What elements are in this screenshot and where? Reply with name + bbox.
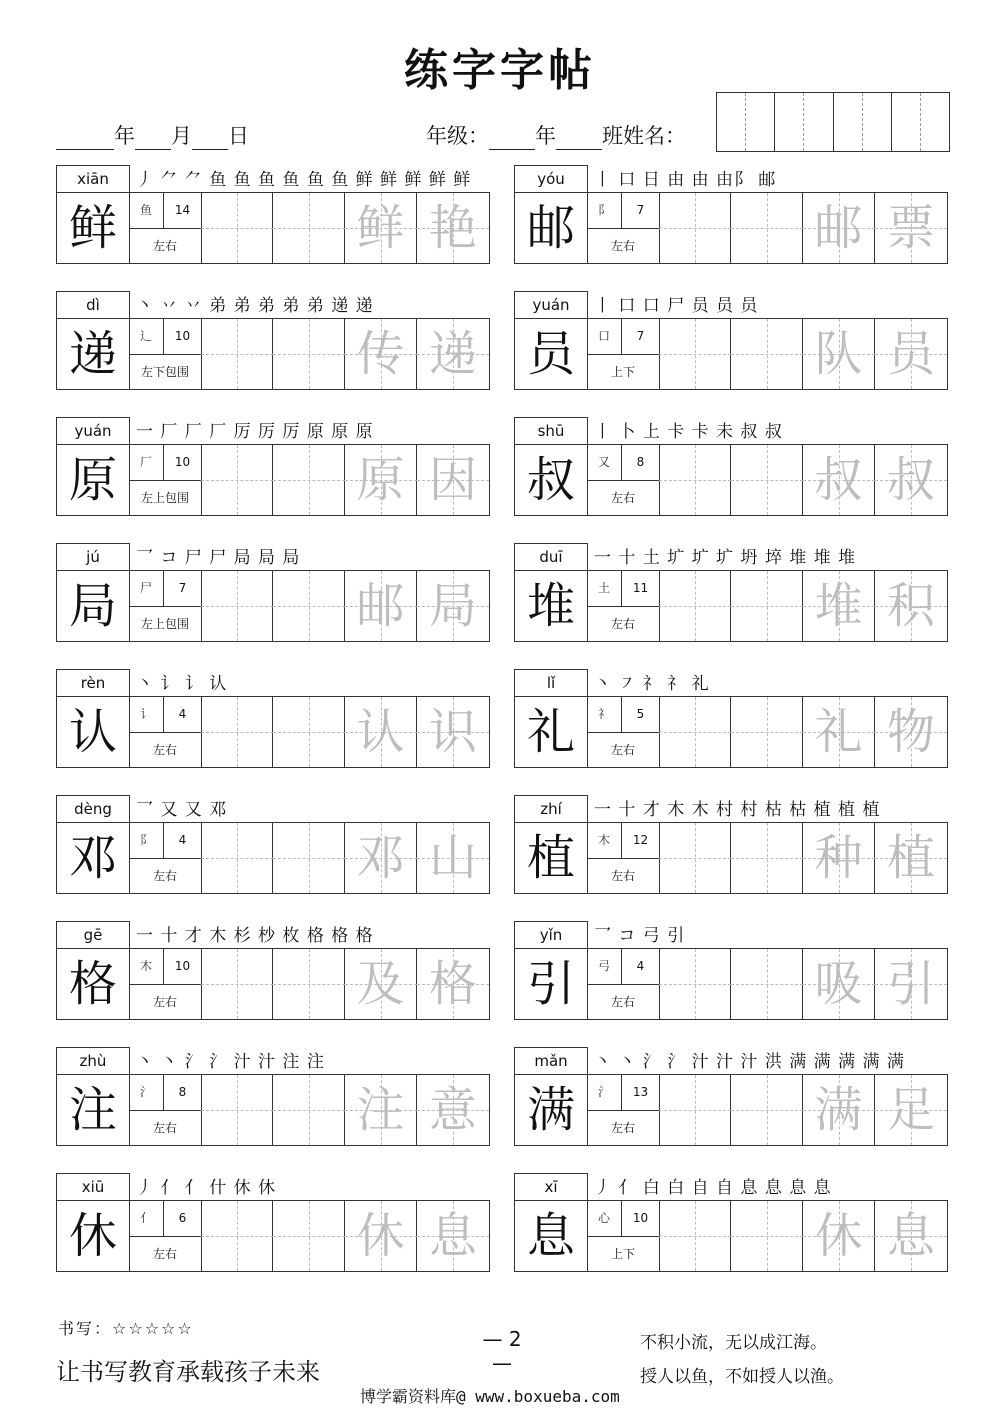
practice-cell[interactable] — [201, 319, 273, 389]
trace-character: 识 — [428, 704, 477, 760]
char-info — [587, 949, 660, 1019]
writing-row — [56, 1074, 490, 1146]
trace-character: 递 — [428, 326, 477, 382]
trace-character: 积 — [886, 578, 935, 634]
trace-cell[interactable] — [875, 697, 947, 767]
pinyin: zhù — [56, 1047, 130, 1075]
trace-character: 引 — [886, 956, 935, 1012]
pinyin: yuán — [56, 417, 130, 445]
practice-cell[interactable] — [273, 697, 345, 767]
writing-row — [514, 570, 948, 642]
structure: 左右 — [610, 995, 635, 1009]
day-label: 日 — [228, 124, 249, 148]
practice-cell[interactable] — [731, 823, 803, 893]
structure: 左右 — [610, 617, 635, 631]
trace-cell[interactable] — [345, 445, 417, 515]
structure: 左右 — [152, 743, 177, 757]
pinyin: yuán — [514, 291, 588, 319]
trace-cell[interactable] — [345, 697, 417, 767]
stroke-order: 丨 卜 上 卡 卡 未 叔 叔 — [594, 422, 783, 442]
pinyin: duī — [514, 543, 588, 571]
practice-cell[interactable] — [659, 949, 731, 1019]
trace-cell[interactable] — [875, 823, 947, 893]
char-card — [514, 669, 948, 772]
stroke-count: 10 — [164, 445, 201, 481]
model-character: 员 — [515, 319, 588, 389]
writing-row — [56, 444, 490, 516]
pinyin: dì — [56, 291, 130, 319]
stroke-order: 丿 亻 亻 什 休 休 — [136, 1178, 277, 1198]
writing-row — [56, 696, 490, 768]
char-card — [514, 543, 948, 646]
trace-cell[interactable] — [417, 1201, 489, 1271]
model-character: 满 — [515, 1075, 588, 1145]
writing-row — [56, 948, 490, 1020]
writing-row — [514, 444, 948, 516]
stroke-order: 丶 丷 丷 弟 弟 弟 弟 弟 递 递 — [136, 296, 374, 316]
model-character: 认 — [57, 697, 130, 767]
grade-label: 年级： — [426, 124, 489, 148]
trace-character: 意 — [428, 1082, 477, 1138]
model-character: 堆 — [515, 571, 588, 641]
structure: 左右 — [152, 1121, 177, 1135]
model-character: 息 — [515, 1201, 588, 1271]
model-character: 邓 — [57, 823, 130, 893]
model-character: 鲜 — [57, 193, 130, 263]
pinyin: yǐn — [514, 921, 588, 949]
structure: 左右 — [152, 239, 177, 253]
model-character: 局 — [57, 571, 130, 641]
pinyin: lǐ — [514, 669, 588, 697]
trace-cell[interactable] — [875, 193, 947, 263]
char-info — [587, 445, 660, 515]
practice-cell[interactable] — [201, 1075, 273, 1145]
trace-character: 艳 — [428, 200, 477, 256]
trace-character: 息 — [886, 1208, 935, 1264]
radical: 阝 — [587, 193, 622, 229]
writing-row — [514, 696, 948, 768]
writing-row — [56, 570, 490, 642]
radical: 土 — [587, 571, 622, 607]
practice-cell[interactable] — [273, 823, 345, 893]
structure: 左上包围 — [140, 617, 189, 631]
writing-row — [514, 948, 948, 1020]
char-info — [129, 571, 202, 641]
trace-character: 票 — [886, 200, 935, 256]
radical: 讠 — [129, 697, 164, 733]
date-line — [56, 120, 249, 150]
pinyin: yóu — [514, 165, 588, 193]
radical: 弓 — [587, 949, 622, 985]
stroke-order: 丨 口 口 尸 员 员 员 — [594, 296, 759, 316]
char-card — [514, 417, 948, 520]
structure: 左右 — [610, 239, 635, 253]
practice-cell[interactable] — [201, 445, 273, 515]
stroke-count: 8 — [164, 1075, 201, 1111]
practice-cell[interactable] — [659, 823, 731, 893]
pinyin: zhí — [514, 795, 588, 823]
trace-character: 员 — [886, 326, 935, 382]
trace-character: 邓 — [356, 830, 405, 886]
char-info — [129, 1201, 202, 1271]
practice-cell[interactable] — [659, 571, 731, 641]
grade-year-label: 年 — [535, 124, 556, 148]
stroke-count: 4 — [622, 949, 659, 985]
practice-cell[interactable] — [731, 949, 803, 1019]
char-info — [587, 697, 660, 767]
practice-cell[interactable] — [273, 193, 345, 263]
structure: 上下 — [610, 1247, 635, 1261]
year-field[interactable] — [56, 129, 114, 150]
pinyin: xī — [514, 1173, 588, 1201]
radical: 氵 — [587, 1075, 622, 1111]
trace-cell[interactable] — [875, 445, 947, 515]
writing-row — [514, 822, 948, 894]
trace-cell[interactable] — [803, 697, 875, 767]
practice-cell[interactable] — [201, 823, 273, 893]
model-character: 注 — [57, 1075, 130, 1145]
stroke-count: 13 — [622, 1075, 659, 1111]
trace-character: 物 — [886, 704, 935, 760]
writing-row — [514, 1074, 948, 1146]
trace-cell[interactable] — [345, 823, 417, 893]
practice-cell[interactable] — [201, 949, 273, 1019]
model-character: 格 — [57, 949, 130, 1019]
stroke-order: 一 十 土 圹 圹 圹 坍 埣 堆 堆 堆 — [594, 548, 857, 568]
stroke-count: 4 — [164, 697, 201, 733]
trace-cell[interactable] — [417, 697, 489, 767]
trace-character: 邮 — [814, 200, 863, 256]
practice-cell[interactable] — [201, 571, 273, 641]
char-info — [587, 319, 660, 389]
practice-cell[interactable] — [273, 1075, 345, 1145]
trace-cell[interactable] — [803, 571, 875, 641]
proverb-2: 授人以鱼，不如授人以渔。 — [640, 1367, 844, 1387]
practice-cell[interactable] — [731, 319, 803, 389]
stroke-count: 10 — [164, 949, 201, 985]
trace-cell[interactable] — [875, 571, 947, 641]
pinyin: mǎn — [514, 1047, 588, 1075]
char-info — [129, 193, 202, 263]
stroke-count: 4 — [164, 823, 201, 859]
char-card — [514, 291, 948, 394]
char-info — [129, 1075, 202, 1145]
practice-cell[interactable] — [659, 193, 731, 263]
char-card — [56, 1047, 490, 1150]
trace-cell[interactable] — [803, 193, 875, 263]
month-field[interactable] — [135, 129, 171, 150]
stroke-order: 丶 讠 讠 认 — [136, 674, 228, 694]
writing-row — [514, 318, 948, 390]
stroke-count: 12 — [622, 823, 659, 859]
name-writing-grid[interactable] — [716, 92, 950, 152]
trace-character: 植 — [886, 830, 935, 886]
practice-cell[interactable] — [659, 445, 731, 515]
model-character: 叔 — [515, 445, 588, 515]
trace-character: 注 — [356, 1082, 405, 1138]
trace-cell[interactable] — [345, 1075, 417, 1145]
trace-cell[interactable] — [417, 823, 489, 893]
trace-character: 认 — [356, 704, 405, 760]
practice-cell[interactable] — [273, 319, 345, 389]
trace-cell[interactable] — [345, 193, 417, 263]
trace-cell[interactable] — [345, 319, 417, 389]
stroke-count: 6 — [164, 1201, 201, 1237]
stroke-order: 丶 ㇇ 礻 礻 礼 — [594, 674, 710, 694]
char-card — [56, 291, 490, 394]
structure: 左下包围 — [140, 365, 189, 379]
trace-cell[interactable] — [875, 319, 947, 389]
trace-character: 满 — [814, 1082, 863, 1138]
trace-cell[interactable] — [417, 1075, 489, 1145]
stroke-count: 14 — [164, 193, 201, 229]
grade-field[interactable] — [489, 129, 535, 150]
stroke-count: 7 — [622, 319, 659, 355]
trace-cell[interactable] — [345, 949, 417, 1019]
trace-character: 原 — [356, 452, 405, 508]
practice-cell[interactable] — [273, 445, 345, 515]
trace-character: 山 — [428, 830, 477, 886]
stroke-count: 7 — [622, 193, 659, 229]
practice-cell[interactable] — [659, 319, 731, 389]
structure: 左右 — [152, 995, 177, 1009]
stroke-count: 10 — [164, 319, 201, 355]
practice-cell[interactable] — [731, 1075, 803, 1145]
month-label: 月 — [171, 124, 192, 148]
model-character: 植 — [515, 823, 588, 893]
char-card — [514, 165, 948, 268]
rating-label: 书写：☆☆☆☆☆ — [58, 1319, 194, 1338]
char-card — [56, 1173, 490, 1276]
structure: 左上包围 — [140, 491, 189, 505]
trace-character: 叔 — [886, 452, 935, 508]
stroke-order: 丶 丶 氵 氵 汁 汁 汁 洪 满 满 满 满 满 — [594, 1052, 905, 1072]
trace-cell[interactable] — [417, 319, 489, 389]
radical: 阝 — [129, 823, 164, 859]
structure: 左右 — [610, 1121, 635, 1135]
practice-cell[interactable] — [731, 1201, 803, 1271]
trace-cell[interactable] — [803, 1201, 875, 1271]
char-card — [514, 1173, 948, 1276]
proverb-1: 不积小流，无以成江海。 — [640, 1333, 827, 1353]
pinyin: dèng — [56, 795, 130, 823]
char-info — [587, 1075, 660, 1145]
practice-cell[interactable] — [201, 697, 273, 767]
trace-cell[interactable] — [803, 319, 875, 389]
trace-cell[interactable] — [875, 1201, 947, 1271]
trace-cell[interactable] — [803, 949, 875, 1019]
radical: 尸 — [129, 571, 164, 607]
trace-character: 息 — [428, 1208, 477, 1264]
stroke-count: 5 — [622, 697, 659, 733]
grade-line — [426, 120, 686, 150]
stroke-count: 10 — [622, 1201, 659, 1237]
char-info — [129, 445, 202, 515]
practice-cell[interactable] — [731, 445, 803, 515]
pinyin: xiān — [56, 165, 130, 193]
practice-cell[interactable] — [273, 571, 345, 641]
trace-cell[interactable] — [417, 571, 489, 641]
trace-character: 传 — [356, 326, 405, 382]
radical: 口 — [587, 319, 622, 355]
radical: 礻 — [587, 697, 622, 733]
practice-cell[interactable] — [273, 1201, 345, 1271]
model-character: 引 — [515, 949, 588, 1019]
char-info — [129, 949, 202, 1019]
stroke-count: 11 — [622, 571, 659, 607]
pinyin: shū — [514, 417, 588, 445]
radical: 木 — [587, 823, 622, 859]
structure: 左右 — [152, 869, 177, 883]
trace-character: 局 — [428, 578, 477, 634]
writing-row — [56, 192, 490, 264]
practice-cell[interactable] — [273, 949, 345, 1019]
stroke-order: 乛 又 又 邓 — [136, 800, 228, 820]
trace-character: 种 — [814, 830, 863, 886]
trace-cell[interactable] — [875, 1075, 947, 1145]
stroke-order: 丶 丶 氵 氵 汁 汁 注 注 — [136, 1052, 325, 1072]
char-info — [587, 823, 660, 893]
trace-character: 邮 — [356, 578, 405, 634]
char-info — [587, 571, 660, 641]
practice-cell[interactable] — [201, 193, 273, 263]
trace-character: 鲜 — [356, 200, 405, 256]
watermark: 博学霸资料库@ www.boxueba.com — [360, 1387, 620, 1406]
class-label: 班 — [602, 124, 623, 148]
trace-character: 因 — [428, 452, 477, 508]
trace-cell[interactable] — [345, 1201, 417, 1271]
radical: 厂 — [129, 445, 164, 481]
stroke-order: 一 十 才 木 杉 杪 枚 格 格 格 — [136, 926, 374, 946]
trace-character: 吸 — [814, 956, 863, 1012]
practice-cell[interactable] — [731, 571, 803, 641]
stroke-order: 乛 コ 弓 引 — [594, 926, 686, 946]
trace-cell[interactable] — [875, 949, 947, 1019]
trace-cell[interactable] — [417, 193, 489, 263]
radical: 辶 — [129, 319, 164, 355]
char-card — [56, 795, 490, 898]
model-character: 休 — [57, 1201, 130, 1271]
stroke-count: 8 — [622, 445, 659, 481]
char-card — [514, 795, 948, 898]
char-card — [56, 165, 490, 268]
stroke-order: 一 厂 厂 厂 厉 厉 厉 原 原 原 — [136, 422, 374, 442]
trace-character: 队 — [814, 326, 863, 382]
char-card — [514, 1047, 948, 1150]
practice-cell[interactable] — [659, 697, 731, 767]
char-info — [129, 823, 202, 893]
trace-character: 叔 — [814, 452, 863, 508]
year-label: 年 — [114, 124, 135, 148]
trace-character: 及 — [356, 956, 405, 1012]
practice-cell[interactable] — [659, 1201, 731, 1271]
char-card — [56, 417, 490, 520]
trace-cell[interactable] — [803, 1075, 875, 1145]
char-info — [587, 193, 660, 263]
day-field[interactable] — [192, 129, 228, 150]
char-card — [56, 669, 490, 772]
model-character: 邮 — [515, 193, 588, 263]
trace-character: 格 — [428, 956, 477, 1012]
trace-cell[interactable] — [803, 823, 875, 893]
char-card — [514, 921, 948, 1024]
class-field[interactable] — [556, 129, 602, 150]
writing-row — [56, 318, 490, 390]
trace-cell[interactable] — [417, 949, 489, 1019]
char-info — [129, 319, 202, 389]
structure: 左右 — [610, 743, 635, 757]
trace-character: 礼 — [814, 704, 863, 760]
radical: 氵 — [129, 1075, 164, 1111]
radical: 亻 — [129, 1201, 164, 1237]
pinyin: jú — [56, 543, 130, 571]
trace-character: 足 — [886, 1082, 935, 1138]
writing-row — [56, 822, 490, 894]
stroke-count: 7 — [164, 571, 201, 607]
practice-cell[interactable] — [731, 697, 803, 767]
stroke-order: 乛 コ 尸 尸 局 局 局 — [136, 548, 301, 568]
stroke-order: 丿 ⺈ ⺈ 鱼 鱼 鱼 鱼 鱼 鱼 鲜 鲜 鲜 鲜 鲜 — [136, 170, 472, 190]
model-character: 礼 — [515, 697, 588, 767]
model-character: 递 — [57, 319, 130, 389]
slogan: 让书写教育承载孩子未来 — [56, 1358, 320, 1386]
pinyin: gē — [56, 921, 130, 949]
writing-row — [514, 1200, 948, 1272]
structure: 左右 — [152, 1247, 177, 1261]
char-card — [56, 921, 490, 1024]
trace-cell[interactable] — [345, 571, 417, 641]
stroke-order: 一 十 才 木 木 村 村 枯 枯 植 植 植 — [594, 800, 881, 820]
trace-character: 休 — [356, 1208, 405, 1264]
name-label: 姓名： — [623, 124, 686, 148]
radical: 鱼 — [129, 193, 164, 229]
practice-cell[interactable] — [731, 193, 803, 263]
trace-cell[interactable] — [417, 445, 489, 515]
trace-character: 堆 — [814, 578, 863, 634]
trace-cell[interactable] — [803, 445, 875, 515]
trace-character: 休 — [814, 1208, 863, 1264]
char-info — [129, 697, 202, 767]
page-title: 练字字帖 — [404, 45, 596, 96]
structure: 左右 — [610, 491, 635, 505]
writing-row — [56, 1200, 490, 1272]
stroke-order: 丨 口 日 由 由 由阝 邮 — [594, 170, 777, 190]
radical: 木 — [129, 949, 164, 985]
pinyin: xiū — [56, 1173, 130, 1201]
model-character: 原 — [57, 445, 130, 515]
structure: 上下 — [610, 365, 635, 379]
pinyin: rèn — [56, 669, 130, 697]
char-info — [587, 1201, 660, 1271]
radical: 又 — [587, 445, 622, 481]
char-card — [56, 543, 490, 646]
writing-row — [514, 192, 948, 264]
practice-cell[interactable] — [201, 1201, 273, 1271]
structure: 左右 — [610, 869, 635, 883]
practice-cell[interactable] — [659, 1075, 731, 1145]
stroke-order: 丿 亻 白 白 自 自 息 息 息 息 — [594, 1178, 832, 1198]
page-number: — 2 — — [482, 1327, 522, 1375]
radical: 心 — [587, 1201, 622, 1237]
